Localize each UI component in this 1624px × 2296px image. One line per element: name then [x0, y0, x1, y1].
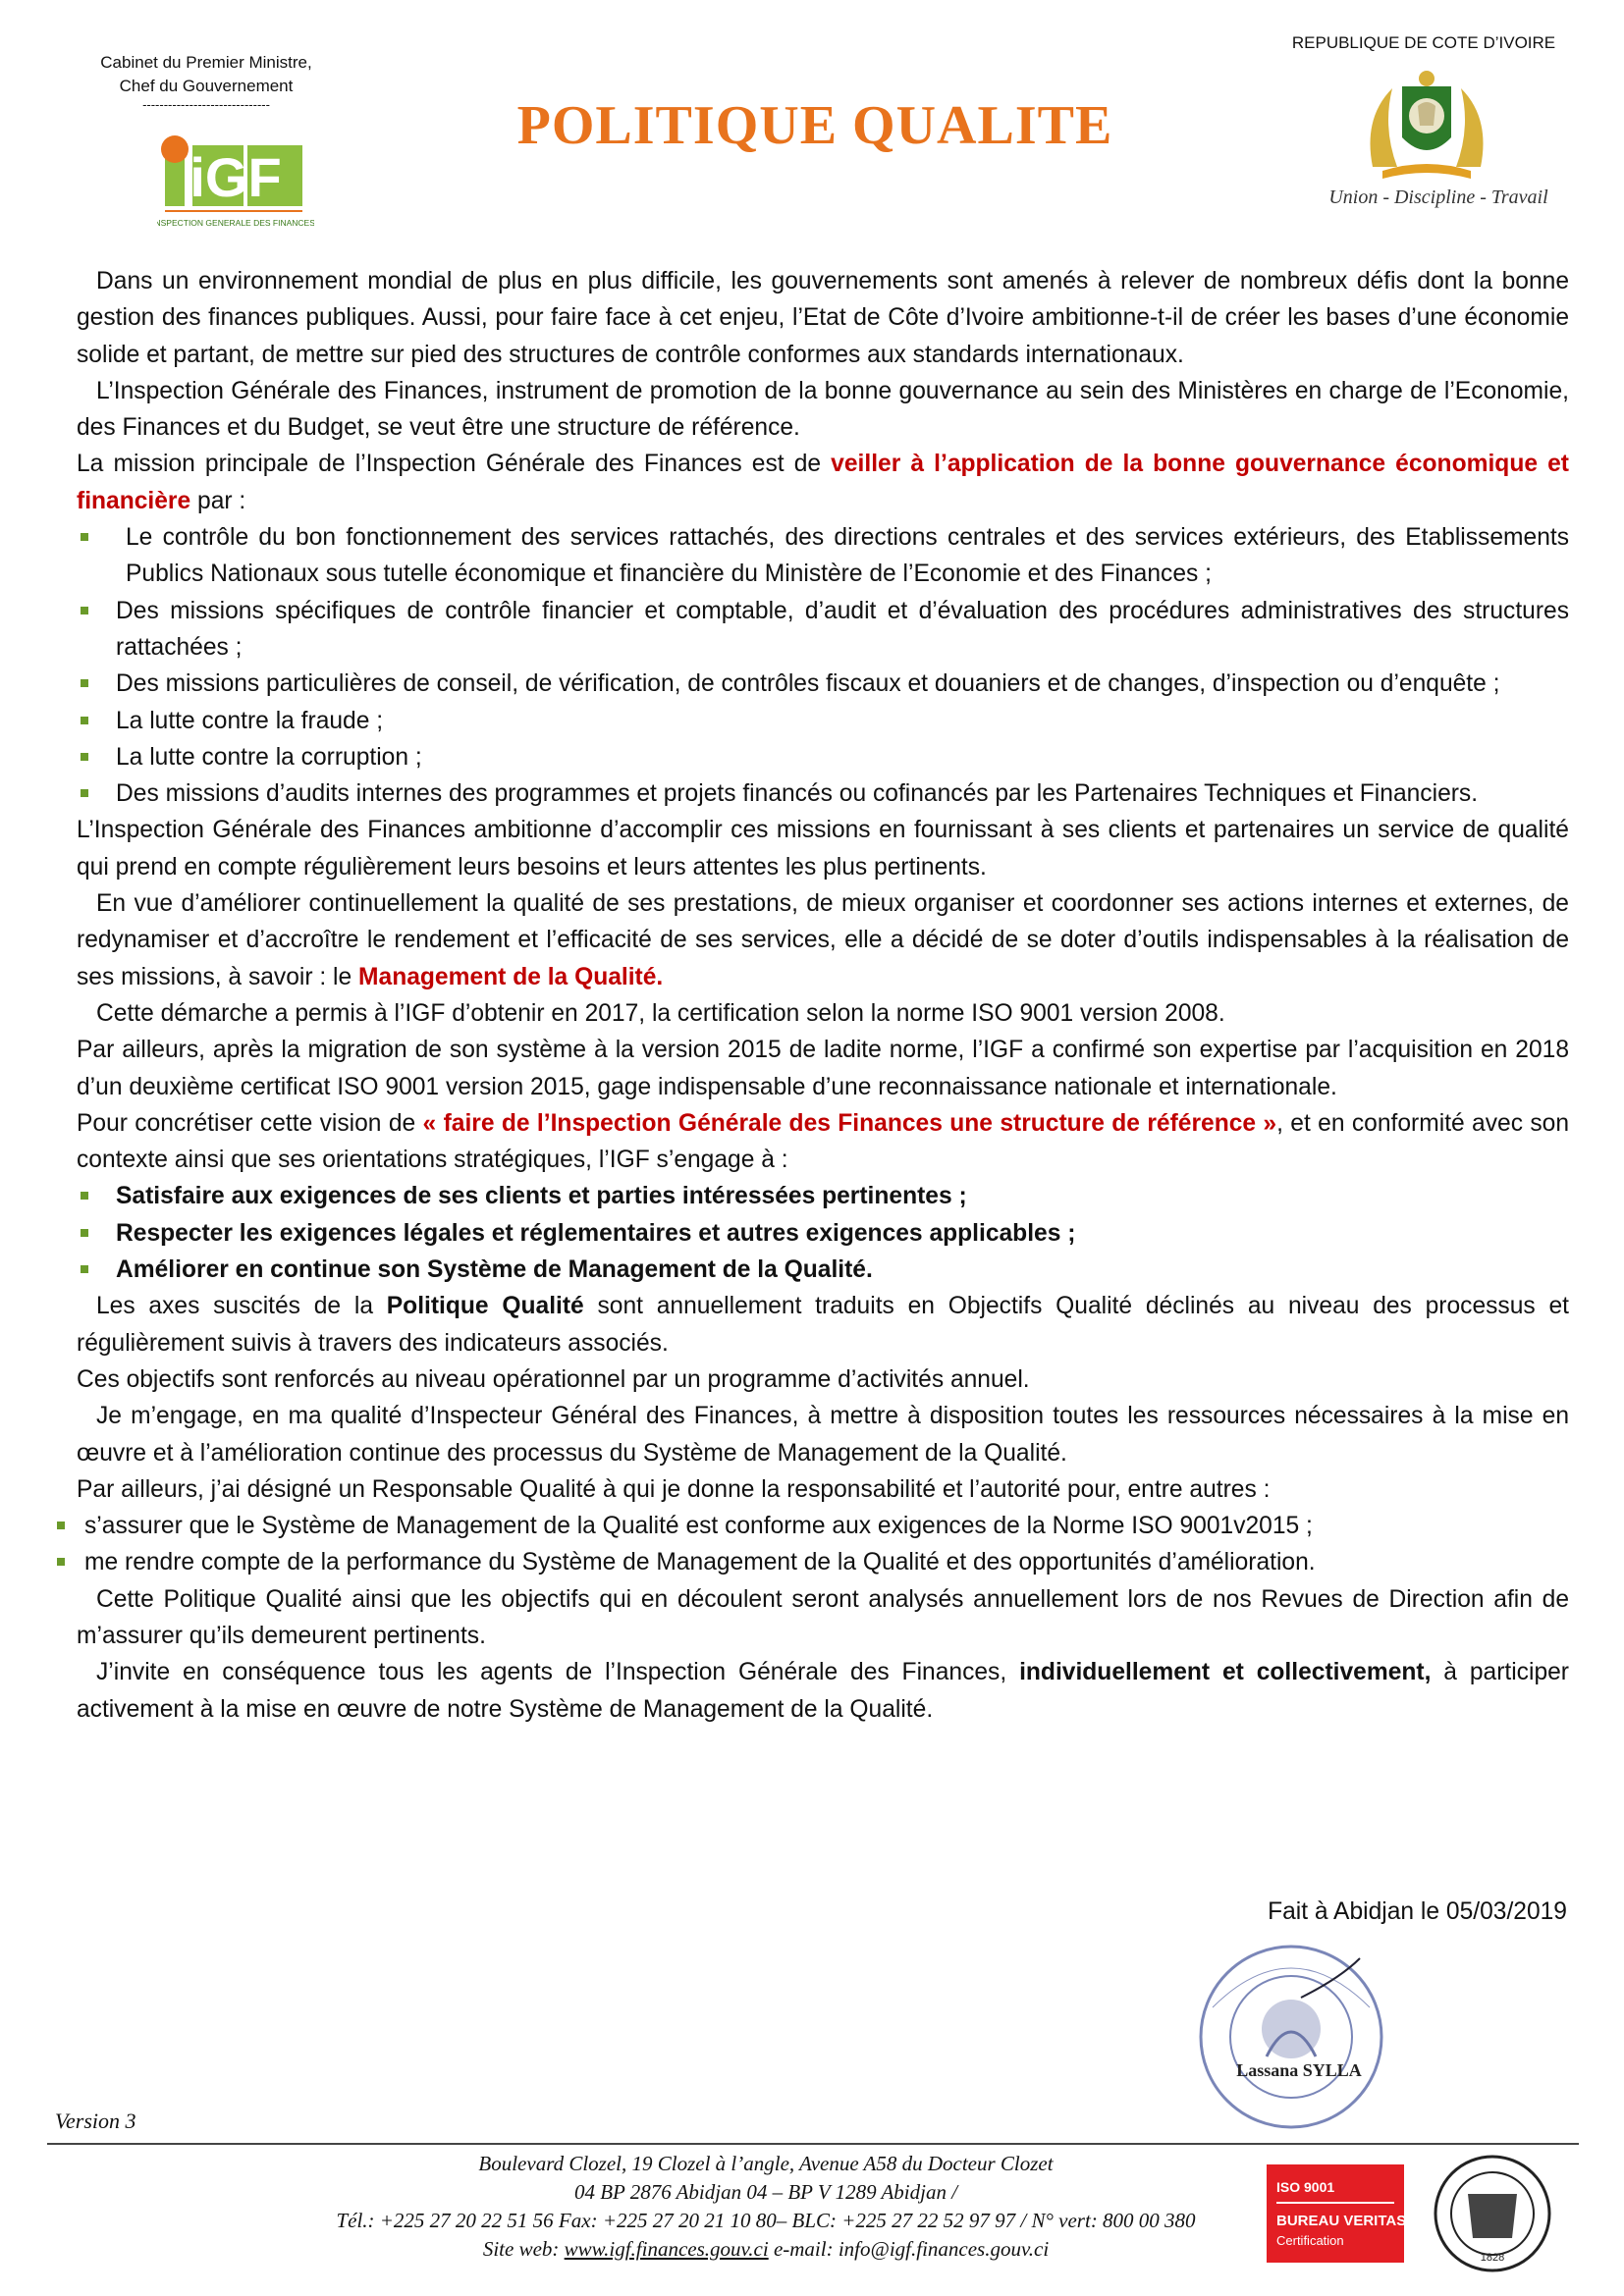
igf-logo-subtitle: INSPECTION GENERALE DES FINANCES [157, 218, 314, 228]
paragraph-objectives: Ces objectifs sont renforcés au niveau opérationnel par un programme d’activités annuel. [77, 1365, 1030, 1393]
document-version: Version 3 [55, 2109, 136, 2133]
list-item: La lutte contre la corruption ; [77, 739, 1569, 775]
bullet-icon [81, 1192, 88, 1200]
cabinet-header [98, 51, 314, 112]
email-link[interactable]: info@igf.finances.gouv.ci [838, 2237, 1050, 2261]
national-motto: Union - Discipline - Travail [1328, 187, 1548, 208]
footer-line-2: 04 BP 2876 Abidjan 04 – BP V 1289 Abidjan / [573, 2180, 958, 2204]
list-item: Respecter les exigences légales et réglementaires et autres exigences applicables ; [77, 1215, 1569, 1252]
bureau-veritas-logo [1267, 2145, 1571, 2282]
list-item: La lutte contre la fraude ; [77, 703, 1569, 739]
paragraph-certification-2017: Cette démarche a permis à l’IGF d’obtenir en 2017, la certification selon la norme ISO 9001 version 2008. [96, 999, 1225, 1027]
paragraph-igf-role: L’Inspection Générale des Finances, instrument de promotion de la bonne gouvernance au sein des Ministères en charge de l’Economie, des Finances et du Budget, se veut être une structure de référence. [77, 377, 1569, 442]
paragraph-quality-manager: Par ailleurs, j’ai désigné un Responsable Qualité à qui je donne la responsabilité et l’autorité pour, entre autres : [77, 1475, 1271, 1503]
cert-org-label: BUREAU VERITAS [1276, 2213, 1407, 2229]
paragraph-certification-2018: Par ailleurs, après la migration de son système à la version 2015 de ladite norme, l’IGF a confirmé son expertise par l’acquisition en 2018 d’un deuxième certificat ISO 9001 version 2015, gage indispensable d’une reconnaissance nationale et internationale. [77, 1037, 1569, 1100]
republic-title: REPUBLIQUE DE COTE D’IVOIRE [1291, 33, 1556, 52]
footer-line-1: Boulevard Clozel, 19 Clozel à l’angle, Avenue A58 du Docteur Clozet [478, 2152, 1054, 2175]
igf-logo [157, 135, 314, 234]
cert-sub-label: Certification [1276, 2233, 1344, 2248]
list-item: Améliorer en continue son Système de Management de la Qualité. [77, 1252, 1569, 1288]
bullet-icon [81, 717, 88, 724]
footer-address [275, 2150, 1257, 2264]
mission-highlight: veiller à l’application de la bonne gouvernance économique et financière [77, 451, 1569, 514]
list-item: Satisfaire aux exigences de ses clients et parties intéressées pertinentes ; [77, 1178, 1569, 1214]
mission-list [77, 519, 1569, 812]
paragraph-axes: Les axes suscités de la Politique Qualité sont annuellement traduits en Objectifs Qualité déclinés au niveau des processus et régulièrement suivis à travers des indicateurs associés. [77, 1293, 1569, 1357]
bullet-icon [81, 753, 88, 761]
paragraph-review: Cette Politique Qualité ainsi que les objectifs qui en découlent seront analysés annuellement lors de nos Revues de Direction afin de m’assurer qu’ils demeurent pertinents. [77, 1585, 1569, 1649]
cabinet-line-2: Chef du Gouvernement [119, 77, 294, 95]
paragraph-ambition: L’Inspection Générale des Finances ambitionne d’accomplir ces missions en fournissant à ses clients et partenaires un service de qualité qui prend en compte régulièrement leurs besoins et leurs attentes les plus pertinents. [77, 817, 1569, 881]
cert-iso-label: ISO 9001 [1276, 2179, 1335, 2195]
footer-line-4: Site web: www.igf.finances.gouv.ci e-mail: info@igf.finances.gouv.ci [482, 2237, 1050, 2261]
list-item: Des missions spécifiques de contrôle financier et comptable, d’audit et d’évaluation des procédures administratives des structures rattachées ; [77, 593, 1569, 667]
igf-logo-text: iGF [189, 146, 282, 208]
paragraph-context: Dans un environnement mondial de plus en plus difficile, les gouvernements sont amenés à relever de nombreux défis dont la bonne gestion des finances publiques. Aussi, pour faire face à cet enjeu, l’Etat de Côte d’Ivoire ambitionne-t-il de créer les bases d’une économie solide et partant, de mettre sur pied des structures de contrôle conformes aux standards internationaux. [77, 268, 1569, 368]
list-item: s’assurer que le Système de Management de la Qualité est conforme aux exigences de la Norme ISO 9001v2015 ; [59, 1508, 1569, 1544]
paragraph-mission: La mission principale de l’Inspection Générale des Finances est de veiller à l’application de la bonne gouvernance économique et financière par : [77, 451, 1569, 514]
bullet-icon [81, 533, 88, 541]
responsibility-list [77, 1508, 1569, 1581]
commitment-list [77, 1178, 1569, 1288]
paragraph-improvement: En vue d’améliorer continuellement la qualité de ses prestations, de mieux organiser et coordonner ses actions internes et externes, de redynamiser et d’accroître le rendement et l’efficacité de ses services, elle a décidé de se doter d’outils indispensables à la réalisation de ses missions, à savoir : le Management de la Qualité. [77, 890, 1569, 990]
bullet-icon [57, 1522, 65, 1529]
vision-highlight: « faire de l’Inspection Générale des Finances une structure de référence » [422, 1109, 1277, 1137]
bullet-icon [57, 1558, 65, 1566]
footer-line-3: Tél.: +225 27 20 22 51 56 Fax: +225 27 20 21 10 80– BLC: +225 27 22 52 97 97 / N° vert: 800 00 380 [336, 2209, 1196, 2232]
page-title: POLITIQUE QUALITE [516, 95, 1113, 156]
policy-body [77, 263, 1569, 1728]
list-item: me rendre compte de la performance du Système de Management de la Qualité et des opportunités d’amélioration. [59, 1544, 1569, 1580]
paragraph-invitation: J’invite en conséquence tous les agents de l’Inspection Générale des Finances, individuellement et collectivement, à participer activement à la mise en œuvre de notre Système de Management de la Qualité. [77, 1659, 1569, 1723]
bullet-icon [81, 607, 88, 614]
paragraph-vision: Pour concrétiser cette vision de « faire de l’Inspection Générale des Finances une structure de référence », et en conformité avec son contexte ainsi que ses orientations stratégiques, l’IGF s’engage à : [77, 1109, 1570, 1174]
list-item: Le contrôle du bon fonctionnement des services rattachés, des directions centrales et des services extérieurs, des Etablissements Publics Nationaux sous tutelle économique et financière du Ministère de l’Economie et des Finances ; [77, 519, 1569, 593]
signatory-name: Lassana SYLLA [1236, 2060, 1362, 2080]
bullet-icon [81, 1229, 88, 1237]
cabinet-line-1: Cabinet du Premier Ministre, [100, 53, 312, 72]
bullet-icon [81, 789, 88, 797]
list-item: Des missions particulières de conseil, de vérification, de contrôles fiscaux et douaniers et de changes, d’inspection ou d’enquête ; [77, 666, 1569, 702]
coat-of-arms-emblem [1353, 69, 1500, 187]
official-stamp [1183, 1939, 1429, 2145]
paragraph-engagement: Je m’engage, en ma qualité d’Inspecteur Général des Finances, à mettre à disposition toutes les ressources nécessaires à la mise en œuvre et à l’amélioration continue des processus du Système de Management de la Qualité. [77, 1403, 1569, 1467]
list-item: Des missions d’audits internes des programmes et projets financés ou cofinancés par les Partenaires Techniques et Financiers. [77, 775, 1569, 812]
website-link[interactable]: www.igf.finances.gouv.ci [564, 2237, 769, 2261]
cabinet-separator: ------------------------------ [142, 97, 270, 112]
cert-year-label: 1828 [1480, 2252, 1505, 2264]
quality-management-highlight: Management de la Qualité. [358, 963, 664, 990]
signature-date: Fait à Abidjan le 05/03/2019 [1268, 1898, 1567, 1925]
bullet-icon [81, 1265, 88, 1273]
bullet-icon [81, 679, 88, 687]
